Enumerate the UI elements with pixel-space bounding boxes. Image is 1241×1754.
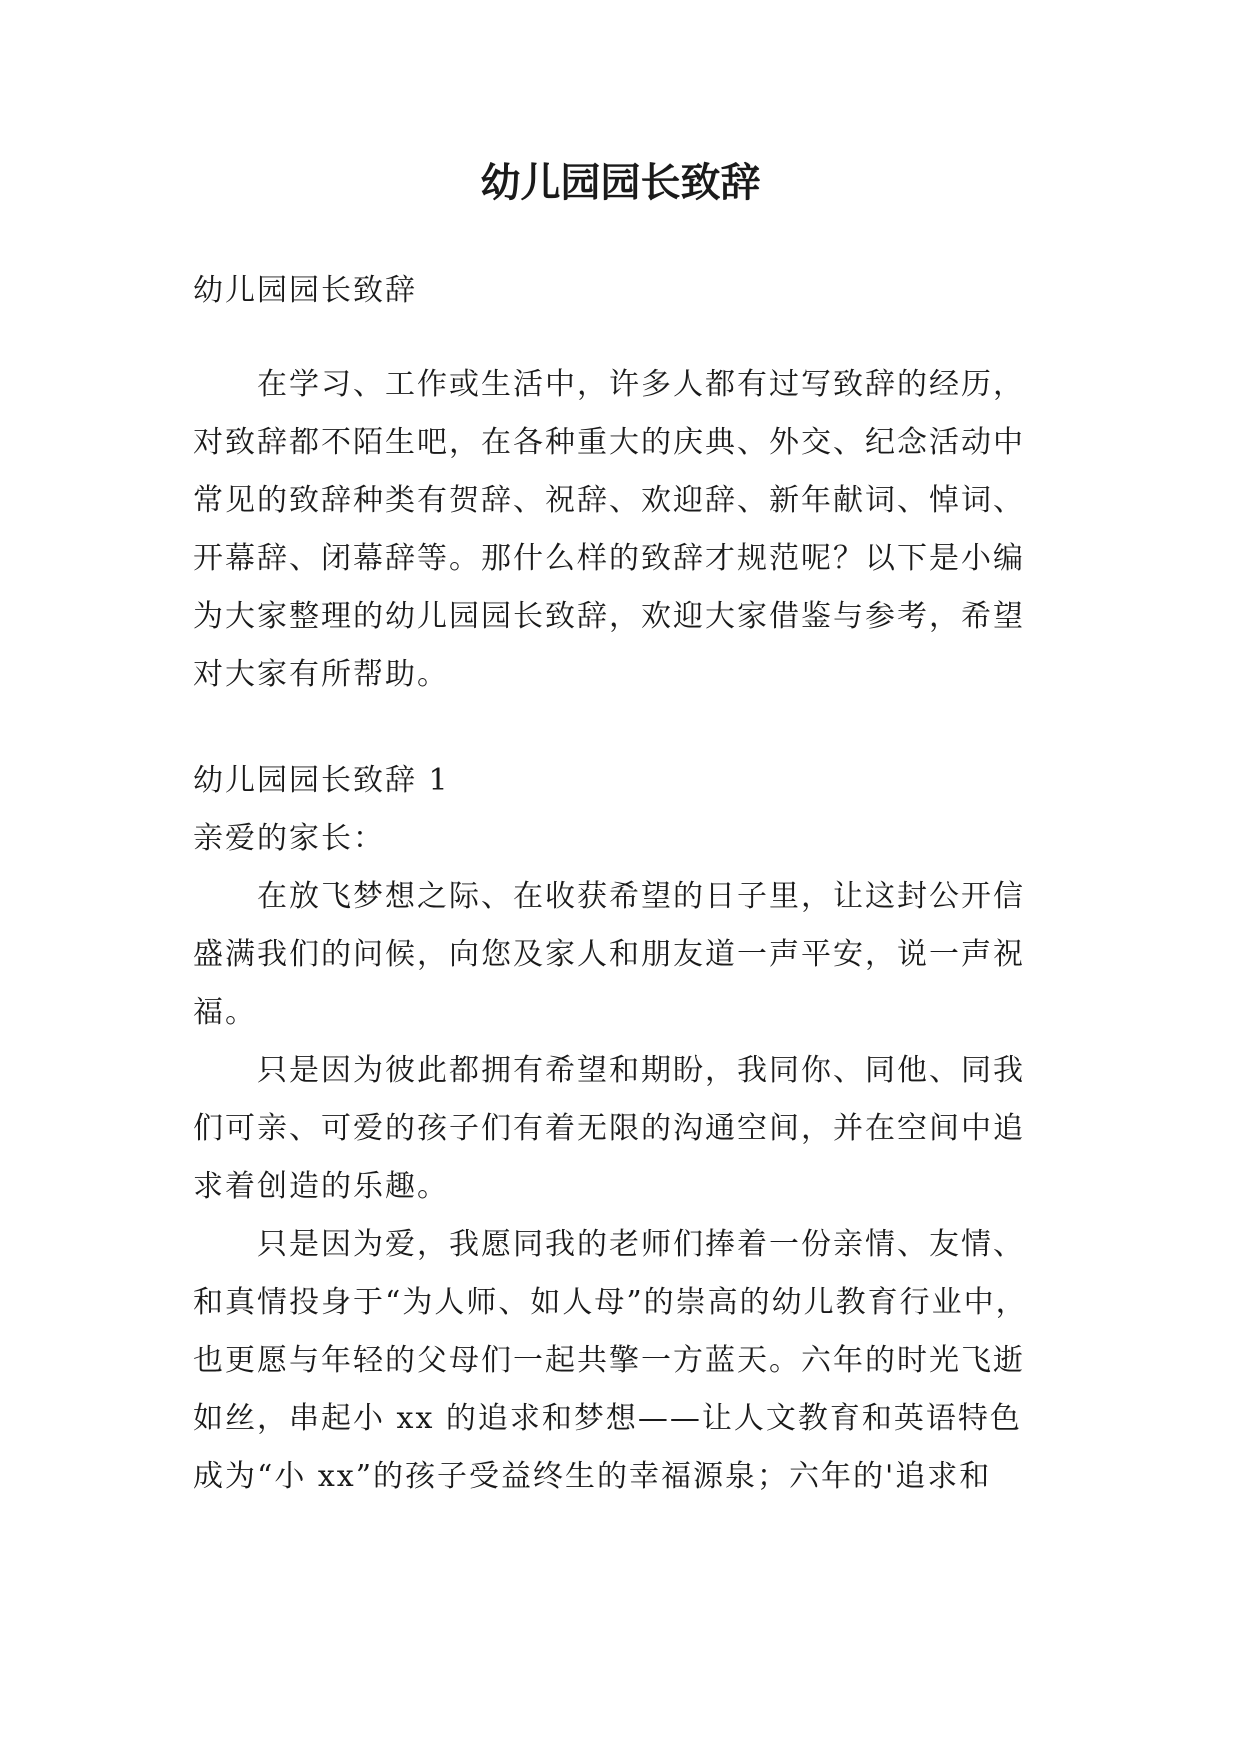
paragraph-line: 成为“小 xx”的孩子受益终生的幸福源泉；六年的'追求和 [193,1459,992,1494]
paragraph-line: 盛满我们的问候，向您及家人和朋友道一声平安，说一声祝 [193,937,1025,972]
paragraph-line: 也更愿与年轻的父母们一起共擎一方蓝天。六年的时光飞逝 [193,1343,1025,1378]
paragraph-line: 求着创造的乐趣。 [193,1169,449,1204]
paragraph-line: 只是因为彼此都拥有希望和期盼，我同你、同他、同我 [257,1053,1025,1088]
document-title: 幼儿园园长致辞 [480,159,761,206]
intro-line: 对致辞都不陌生吧，在各种重大的庆典、外交、纪念活动中 [193,425,1025,460]
intro-paragraph [193,356,1073,704]
paragraph-3 [193,1216,1073,1506]
section-heading-text: 幼儿园园长致辞 1 [193,763,450,798]
intro-line: 对大家有所帮助。 [193,657,449,692]
paragraph-line: 和真情投身于“为人师、如人母”的崇高的幼儿教育行业中， [193,1285,1028,1320]
paragraph-line: 如丝，串起小 xx 的追求和梦想——让人文教育和英语特色 [193,1401,1022,1436]
intro-line: 为大家整理的幼儿园园长致辞，欢迎大家借鉴与参考，希望 [193,599,1025,634]
paragraph-line: 福。 [193,995,257,1030]
document-subtitle [193,262,1073,320]
intro-line: 在学习、工作或生活中，许多人都有过写致辞的经历， [257,367,1025,402]
intro-line: 开幕辞、闭幕辞等。那什么样的致辞才规范呢？以下是小编 [193,541,1025,576]
paragraph-1 [193,868,1073,1042]
subtitle-text: 幼儿园园长致辞 [193,273,417,308]
paragraph-line: 们可亲、可爱的孩子们有着无限的沟通空间，并在空间中追 [193,1111,1025,1146]
intro-line: 常见的致辞种类有贺辞、祝辞、欢迎辞、新年献词、悼词、 [193,483,1025,518]
paragraph-line: 在放飞梦想之际、在收获希望的日子里，让这封公开信 [257,879,1025,914]
paragraph-line: 只是因为爱，我愿同我的老师们捧着一份亲情、友情、 [257,1227,1025,1262]
greeting [193,810,1073,868]
section-heading [193,752,1073,810]
greeting-text: 亲爱的家长： [193,821,385,856]
paragraph-2 [193,1042,1073,1216]
